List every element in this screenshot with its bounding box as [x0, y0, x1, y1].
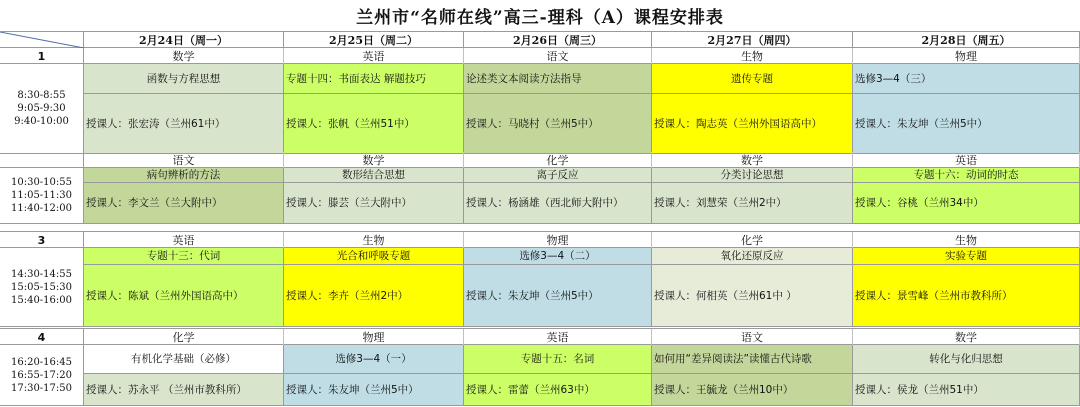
teacher-cell-thu: 授课人：刘慧荣（兰州2中） [652, 183, 853, 224]
time-slot: 15:40-16:00 [10, 294, 72, 306]
block-separator [0, 224, 1080, 232]
topic-cell-thu: 氧化还原反应 [652, 248, 853, 265]
topic-cell-thu: 分类讨论思想 [652, 168, 853, 183]
topic-cell-fri: 选修3—4（三） [853, 64, 1080, 94]
topic-cell-tue: 数形结合思想 [284, 168, 464, 183]
page-title: 兰州市“名师在线”高三-理科（A）课程安排表 [0, 0, 1080, 32]
subject-label-thu: 生物 [652, 48, 853, 64]
period-number: 3 [0, 232, 84, 248]
date-header-mon: 2月24日（周一） [84, 32, 284, 48]
subject-row [0, 48, 1080, 64]
subject-label-fri: 生物 [853, 232, 1080, 248]
subject-label-mon: 化学 [84, 329, 284, 345]
time-slot: 16:55-17:20 [10, 369, 72, 381]
teacher-cell-wed: 授课人：杨涵雄（西北师大附中） [464, 183, 652, 224]
diagonal-line-icon [0, 32, 84, 48]
period-number: 4 [0, 329, 84, 345]
subject-label-tue: 生物 [284, 232, 464, 248]
topic-cell-wed: 离子反应 [464, 168, 652, 183]
time-slots [0, 168, 84, 224]
subject-label-mon: 数学 [84, 48, 284, 64]
teacher-cell-wed: 授课人：朱友坤（兰州5中） [464, 265, 652, 327]
subject-label-mon: 语文 [84, 152, 284, 168]
teacher-cell-fri: 授课人：景雪峰（兰州市教科所） [853, 265, 1080, 327]
subject-label-tue: 英语 [284, 48, 464, 64]
topic-cell-wed: 专题十五：名词 [464, 345, 652, 374]
subject-label-thu: 化学 [652, 232, 853, 248]
subject-label-fri: 数学 [853, 329, 1080, 345]
time-slot: 14:30-14:55 [10, 268, 72, 280]
topic-cell-mon: 函数与方程思想 [84, 64, 284, 94]
subject-label-wed: 语文 [464, 48, 652, 64]
topic-cell-fri: 实验专题 [853, 248, 1080, 265]
teacher-cell-mon: 授课人：张宏涛（兰州61中） [84, 94, 284, 154]
subject-row [0, 232, 1080, 248]
time-slot: 17:30-17:50 [10, 382, 72, 394]
period-number: 1 [0, 48, 84, 64]
subject-label-wed: 物理 [464, 232, 652, 248]
subject-label-wed: 英语 [464, 329, 652, 345]
teacher-cell-tue: 授课人：朱友坤（兰州5中） [284, 374, 464, 406]
topic-cell-tue: 选修3—4（一） [284, 345, 464, 374]
subject-label-thu: 语文 [652, 329, 853, 345]
date-header-wed: 2月26日（周三） [464, 32, 652, 48]
topic-cell-mon: 有机化学基础（必修） [84, 345, 284, 374]
teacher-cell-mon: 授课人：陈斌（兰州外国语高中） [84, 265, 284, 327]
time-slot: 11:05-11:30 [10, 190, 72, 201]
subject-label-fri: 英语 [853, 152, 1080, 168]
subject-label-thu: 数学 [652, 152, 853, 168]
time-slot: 10:30-10:55 [10, 177, 72, 188]
teacher-cell-mon: 授课人：李文兰（兰大附中） [84, 183, 284, 224]
date-header-tue: 2月25日（周二） [284, 32, 464, 48]
subject-label-tue: 物理 [284, 329, 464, 345]
teacher-cell-wed: 授课人：雷蕾（兰州63中） [464, 374, 652, 406]
date-header-fri: 2月28日（周五） [853, 32, 1080, 48]
teacher-cell-thu: 授课人：王毓龙（兰州10中） [652, 374, 853, 406]
subject-label-mon: 英语 [84, 232, 284, 248]
topic-cell-thu: 如何用“差异阅读法”读懂古代诗歌 [652, 345, 853, 374]
time-slot: 16:20-16:45 [10, 356, 72, 368]
teacher-cell-wed: 授课人：马晓村（兰州5中） [464, 94, 652, 154]
teacher-cell-tue: 授课人：滕芸（兰大附中） [284, 183, 464, 224]
teacher-cell-fri: 授课人：朱友坤（兰州5中） [853, 94, 1080, 154]
time-slots [0, 248, 84, 327]
subject-row [0, 152, 1080, 168]
subject-label-fri: 物理 [853, 48, 1080, 64]
topic-cell-tue: 光合和呼吸专题 [284, 248, 464, 265]
topic-cell-wed: 论述类文本阅读方法指导 [464, 64, 652, 94]
period-number [0, 152, 84, 168]
time-slots [0, 345, 84, 406]
teacher-cell-thu: 授课人：何相英（兰州61中 ） [652, 265, 853, 327]
teacher-cell-mon: 授课人：苏永平 （兰州市教科所） [84, 374, 284, 406]
time-slot: 8:30-8:55 [17, 90, 66, 101]
time-slot: 15:05-15:30 [10, 281, 72, 293]
time-slots [0, 64, 84, 154]
topic-cell-wed: 选修3—4（二） [464, 248, 652, 265]
time-slot: 9:40-10:00 [14, 116, 69, 127]
topic-cell-tue: 专题十四：书面表达 解题技巧 [284, 64, 464, 94]
topic-cell-mon: 专题十三：代词 [84, 248, 284, 265]
subject-row [0, 329, 1080, 345]
subject-label-wed: 化学 [464, 152, 652, 168]
teacher-cell-fri: 授课人：谷桃（兰州34中） [853, 183, 1080, 224]
teacher-cell-tue: 授课人：张帆（兰州51中） [284, 94, 464, 154]
time-slot: 9:05-9:30 [17, 103, 66, 114]
teacher-cell-tue: 授课人：李卉（兰州2中） [284, 265, 464, 327]
date-header-thu: 2月27日（周四） [652, 32, 853, 48]
topic-cell-fri: 专题十六：动词的时态 [853, 168, 1080, 183]
time-slot: 11:40-12:00 [10, 203, 72, 214]
teacher-cell-fri: 授课人：侯龙（兰州51中） [853, 374, 1080, 406]
diagonal-header-cell [0, 32, 84, 48]
topic-cell-mon: 病句辨析的方法 [84, 168, 284, 183]
topic-cell-thu: 遗传专题 [652, 64, 853, 94]
topic-cell-fri: 转化与化归思想 [853, 345, 1080, 374]
teacher-cell-thu: 授课人：陶志英（兰州外国语高中） [652, 94, 853, 154]
subject-label-tue: 数学 [284, 152, 464, 168]
